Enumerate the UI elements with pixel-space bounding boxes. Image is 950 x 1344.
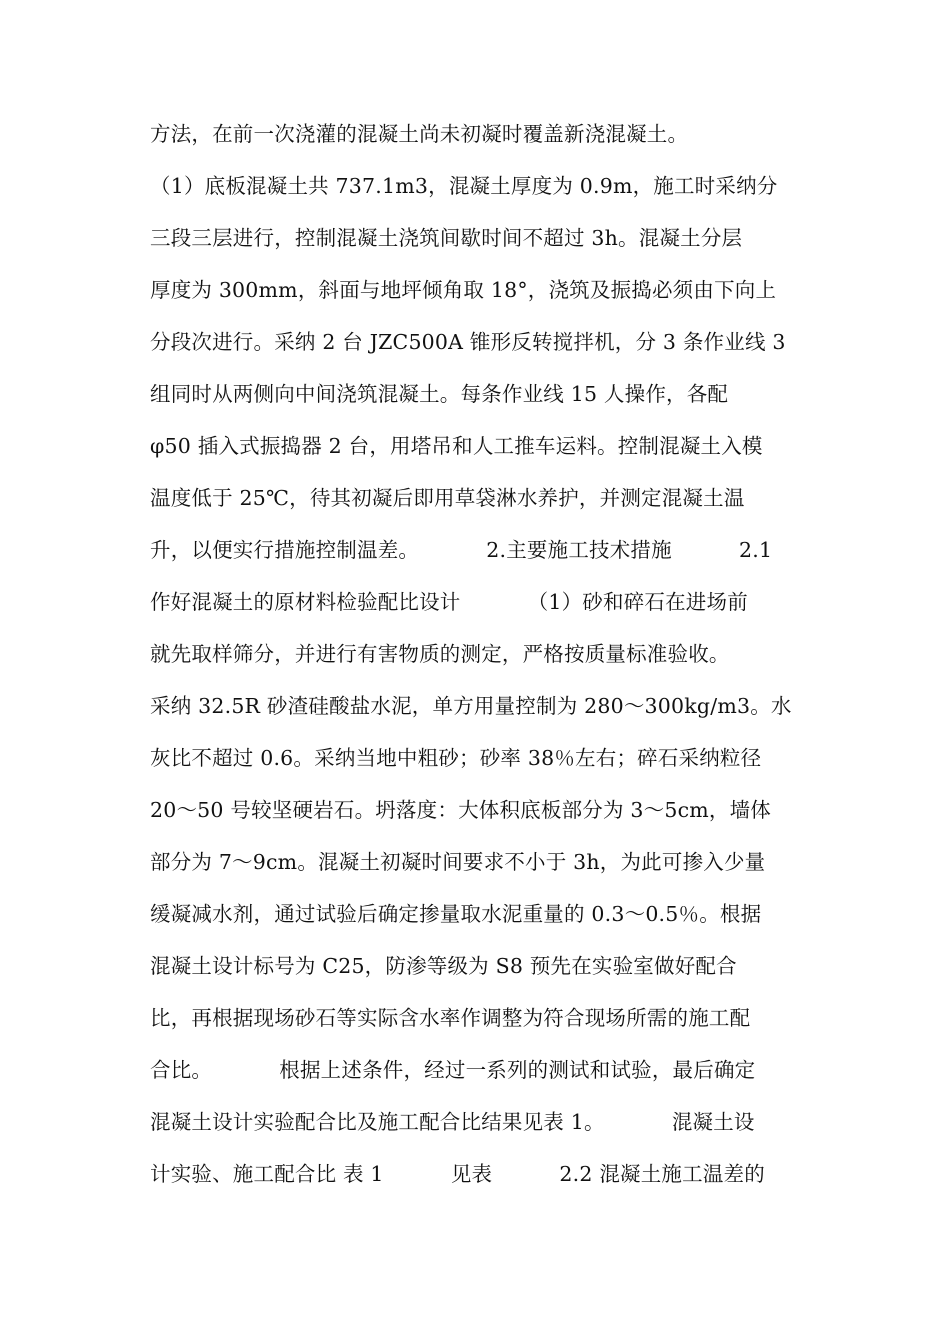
text-line: 就先取样筛分，并进行有害物质的测定，严格按质量标准验收。 — [150, 642, 730, 666]
text-line: 作好混凝土的原材料检验配比设计 （1）砂和碎石在进场前 — [150, 590, 748, 614]
text-line: 厚度为 300mm，斜面与地坪倾角取 18°，浇筑及振捣必须由下向上 — [150, 278, 777, 302]
text-line: 混凝土设计标号为 C25，防渗等级为 S8 预先在实验室做好配合 — [150, 954, 737, 978]
text-line: φ50 插入式振捣器 2 台，用塔吊和人工推车运料。控制混凝土入模 — [150, 434, 763, 458]
text-line: 灰比不超过 0.6。采纳当地中粗砂；砂率 38％左右；碎石采纳粒径 — [150, 746, 762, 770]
text-line: 温度低于 25℃，待其初凝后即用草袋淋水养护，并测定混凝土温 — [150, 486, 745, 510]
text-line: 比，再根据现场砂石等实际含水率作调整为符合现场所需的施工配 — [150, 1006, 751, 1030]
text-line: 合比。 根据上述条件，经过一系列的测试和试验，最后确定 — [150, 1058, 756, 1082]
text-line: 三段三层进行，控制混凝土浇筑间歇时间不超过 3h。混凝土分层 — [150, 226, 743, 250]
text-line: 缓凝减水剂，通过试验后确定掺量取水泥重量的 0.3～0.5％。根据 — [150, 902, 762, 926]
text-line: 方法，在前一次浇灌的混凝土尚未初凝时覆盖新浇混凝土。 — [150, 122, 689, 146]
text-line: 计实验、施工配合比 表 1 见表 2.2 混凝土施工温差的 — [150, 1162, 765, 1186]
text-line: 升，以便实行措施控制温差。 2.主要施工技术措施 2.1 — [150, 538, 773, 562]
text-line: 混凝土设计实验配合比及施工配合比结果见表 1。 混凝土设 — [150, 1110, 755, 1134]
text-line: 分段次进行。采纳 2 台 JZC500A 锥形反转搅拌机，分 3 条作业线 3 — [150, 330, 786, 354]
text-line: （1）底板混凝土共 737.1m3，混凝土厚度为 0.9m，施工时采纳分 — [150, 174, 778, 198]
text-line: 部分为 7～9cm。混凝土初凝时间要求不小于 3h，为此可掺入少量 — [150, 850, 766, 874]
text-line: 20～50 号较坚硬岩石。坍落度：大体积底板部分为 3～5cm，墙体 — [150, 798, 772, 822]
text-line: 采纳 32.5R 砂渣硅酸盐水泥，单方用量控制为 280～300kg/m3。水 — [150, 694, 792, 718]
text-line: 组同时从两侧向中间浇筑混凝土。每条作业线 15 人操作，各配 — [150, 382, 729, 406]
